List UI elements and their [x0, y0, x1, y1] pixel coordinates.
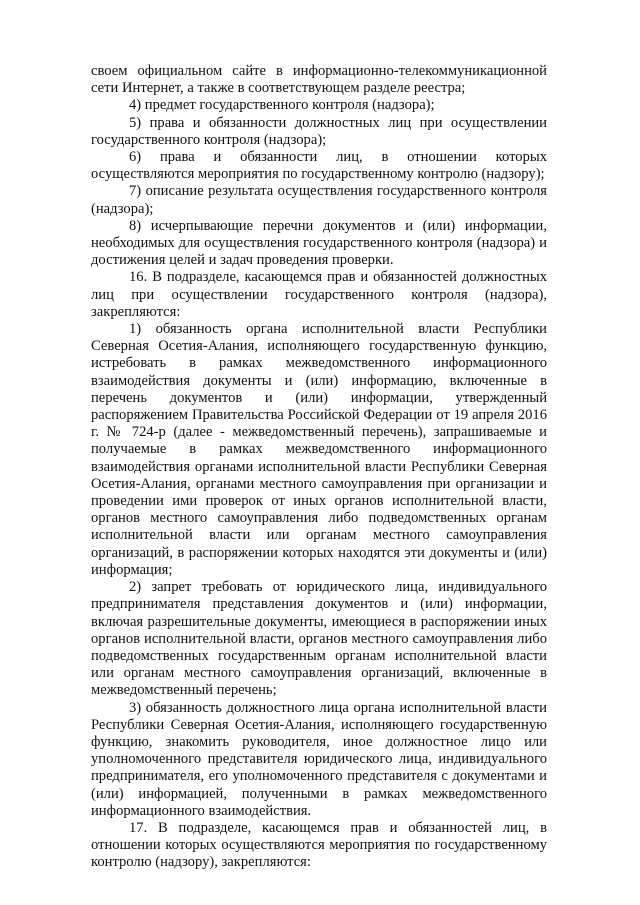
- paragraph-item-6: 6) права и обязанности лиц, в отношении которых осуществляются мероприятия по государственному контролю (надзору);: [91, 149, 547, 183]
- paragraph-item-5: 5) права и обязанности должностных лиц при осуществлении государственного контроля (надзора);: [91, 114, 547, 148]
- document-body: [91, 63, 547, 872]
- paragraph-section-16: 16. В подразделе, касающемся прав и обязанностей должностных лиц при осуществлении государственного контроля (надзора), закрепляются:: [91, 269, 547, 320]
- paragraph-section-16-item-2: 2) запрет требовать от юридического лица, индивидуального предпринимателя представления документов и (или) информации, включая разрешительные документы, имеющиеся в распоряжении иных органов исполнительной власти, органов местного самоуправления либо подведомственных государственным органам исполнительной власти или органам местного самоуправления организаций, включенные в межведомственный перечень;: [91, 579, 547, 699]
- paragraph-item-4: 4) предмет государственного контроля (надзора);: [129, 97, 435, 114]
- paragraph-item-7: 7) описание результата осуществления государственного контроля (надзора);: [91, 183, 547, 217]
- paragraph-item-8: 8) исчерпывающие перечни документов и (или) информации, необходимых для осуществления государственного контроля (надзора) и достижения целей и задач проведения проверки.: [91, 217, 547, 269]
- paragraph-section-16-item-3: 3) обязанность должностного лица органа исполнительной власти Республики Северная Осетия-Алания, исполняющего государственную функцию, знакомить руководителя, иное должностное лицо или уполномоченного представителя юридического лица, индивидуального предпринимателя, его уполномоченного представителя с документами и (или) информацией, полученными в рамках межведомственного информационного взаимодействия.: [91, 699, 547, 819]
- paragraph-section-17: 17. В подразделе, касающемся прав и обязанностей лиц, в отношении которых осуществляются мероприятия по государственному контролю (надзору), закрепляются:: [91, 819, 547, 871]
- paragraph-section-16-item-1: 1) обязанность органа исполнительной власти Республики Северная Осетия-Алания, исполняющего государственную функцию, истребовать в рамках межведомственного информационного взаимодействия документы и (или) информацию, включенные в перечень документов и (или) информации, утвержденный распоряжением Правительства Российской Федерации от 19 апреля 2016 г. № 724-р (далее - межведомственный перечень), запрашиваемые и получаемые в рамках межведомственного информационного взаимодействия органами исполнительной власти Республики Северная Осетия-Алания, органами местного самоуправления при организации и проведении ими проверок от иных органов исполнительной власти, органов местного самоуправления либо подведомственных органам исполнительной власти или органам местного самоуправления организаций, в распоряжении которых находятся эти документы и (или) информация;: [91, 321, 547, 578]
- paragraph-continuation: своем официальном сайте в информационно-телекоммуникационной сети Интернет, а также в соответствующем разделе реестра;: [91, 63, 547, 97]
